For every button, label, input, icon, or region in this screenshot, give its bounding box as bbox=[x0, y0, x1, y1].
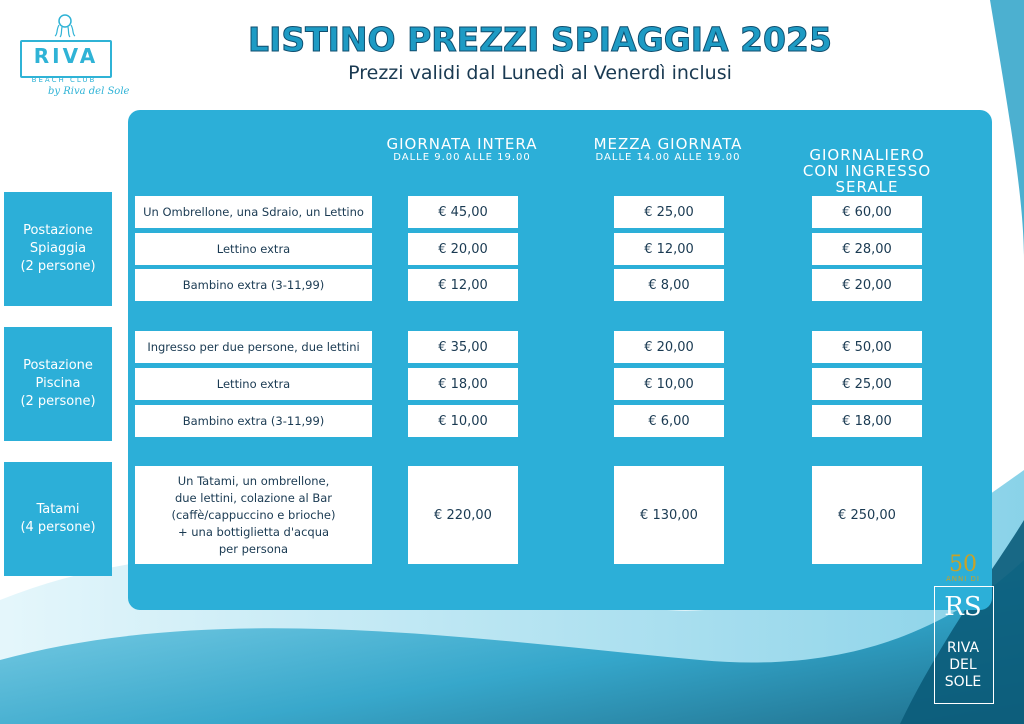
price-full-day: € 20,00 bbox=[408, 233, 518, 265]
section-label-tatami: Tatami (4 persone) bbox=[4, 462, 112, 576]
anniversary-caption: ANNI DI bbox=[945, 575, 980, 583]
price-evening: € 50,00 bbox=[812, 331, 922, 363]
column-header-half-day bbox=[578, 136, 758, 164]
logo-frame bbox=[20, 40, 112, 78]
row-description: Un Ombrellone, una Sdraio, un Lettino bbox=[135, 196, 372, 228]
price-full-day: € 220,00 bbox=[408, 466, 518, 564]
column-header-title: GIORNATA INTERA bbox=[386, 135, 538, 153]
octopus-icon bbox=[52, 12, 78, 38]
logo-name: RIVA bbox=[33, 44, 99, 68]
page-title: LISTINO PREZZI SPIAGGIA 2025 bbox=[248, 20, 832, 59]
brand-name: RIVA DEL SOLE bbox=[944, 640, 982, 690]
column-header-full-day bbox=[372, 136, 552, 164]
price-half-day: € 8,00 bbox=[614, 269, 724, 301]
column-header-hours: DALLE 14.00 ALLE 19.00 bbox=[595, 152, 741, 163]
column-header-hours: DALLE 9.00 ALLE 19.00 bbox=[393, 152, 531, 163]
price-full-day: € 35,00 bbox=[408, 331, 518, 363]
price-evening: € 25,00 bbox=[812, 368, 922, 400]
price-half-day: € 12,00 bbox=[614, 233, 724, 265]
price-evening: € 60,00 bbox=[812, 196, 922, 228]
price-evening: € 28,00 bbox=[812, 233, 922, 265]
monogram: RS bbox=[944, 592, 982, 622]
row-description: Un Tatami, un ombrellone, due lettini, colazione al Bar (caffè/cappuccino e brioche) + una bottiglietta d'acqua per persona bbox=[135, 466, 372, 564]
price-evening: € 20,00 bbox=[812, 269, 922, 301]
riva-beach-club-logo bbox=[18, 12, 138, 107]
price-full-day: € 10,00 bbox=[408, 405, 518, 437]
section-label-spiaggia: Postazione Spiaggia (2 persone) bbox=[4, 192, 112, 306]
row-description: Lettino extra bbox=[135, 233, 372, 265]
price-half-day: € 25,00 bbox=[614, 196, 724, 228]
price-half-day: € 20,00 bbox=[614, 331, 724, 363]
logo-byline: by Riva del Sole bbox=[48, 86, 130, 97]
price-full-day: € 45,00 bbox=[408, 196, 518, 228]
price-half-day: € 6,00 bbox=[614, 405, 724, 437]
price-full-day: € 12,00 bbox=[408, 269, 518, 301]
price-evening: € 18,00 bbox=[812, 405, 922, 437]
column-header-title: GIORNALIERO CON INGRESSO SERALE bbox=[802, 146, 932, 196]
row-description: Bambino extra (3-11,99) bbox=[135, 405, 372, 437]
page-subtitle: Prezzi validi dal Lunedì al Venerdì inclusi bbox=[348, 62, 732, 84]
column-header-title: MEZZA GIORNATA bbox=[593, 135, 743, 153]
row-description: Bambino extra (3-11,99) bbox=[135, 269, 372, 301]
row-description: Ingresso per due persone, due lettini bbox=[135, 331, 372, 363]
price-evening: € 250,00 bbox=[812, 466, 922, 564]
price-half-day: € 10,00 bbox=[614, 368, 724, 400]
logo-tagline: BEACH CLUB bbox=[31, 76, 97, 84]
row-description: Lettino extra bbox=[135, 368, 372, 400]
price-half-day: € 130,00 bbox=[614, 466, 724, 564]
section-label-piscina: Postazione Piscina (2 persone) bbox=[4, 327, 112, 441]
price-full-day: € 18,00 bbox=[408, 368, 518, 400]
anniversary-badge bbox=[930, 552, 996, 704]
anniversary-number: 50 bbox=[949, 552, 977, 577]
